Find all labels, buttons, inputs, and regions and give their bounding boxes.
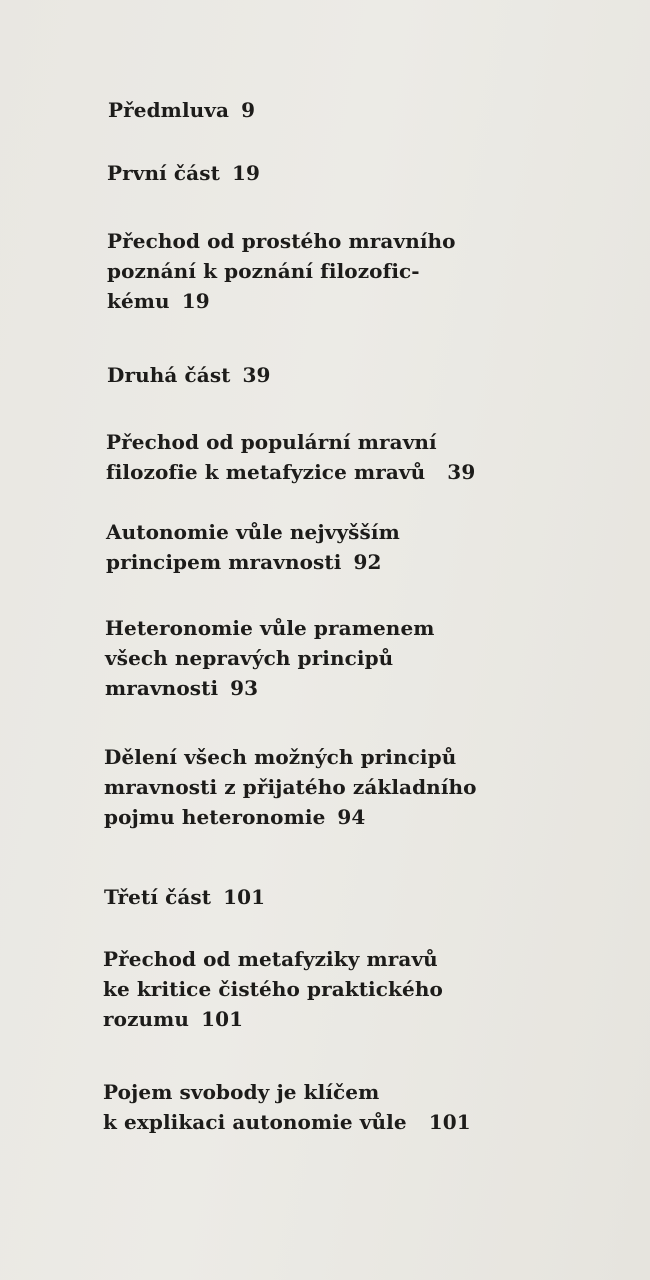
toc-entry-druha-cast: [107, 360, 271, 390]
toc-entry-line: filozofie k metafyzice mravů 39: [106, 460, 476, 484]
toc-entry-line: poznání k poznání filozofic-: [107, 259, 420, 283]
toc-entry-autonomie-vule: [106, 517, 400, 577]
toc-page-number: 93: [230, 676, 259, 700]
toc-entry-line: Heteronomie vůle pramenem: [105, 616, 435, 640]
toc-entry-prvni-cast: [107, 158, 260, 188]
toc-entry-line: principem mravnosti 92: [106, 550, 382, 574]
toc-entry-title: Třetí část 101: [104, 885, 266, 909]
toc-page-number: 9: [241, 98, 256, 122]
toc-entry-prechod-popularni: [106, 427, 475, 487]
toc-entry-line: Přechod od metafyziky mravů: [103, 947, 438, 971]
toc-page-number: 19: [181, 289, 210, 313]
toc-entry-line: Přechod od populární mravní: [106, 430, 437, 454]
toc-entry-heteronomie-vule: [105, 613, 435, 703]
toc-entry-line: všech nepravých principů: [105, 646, 394, 670]
toc-entry-line: ke kritice čistého praktického: [103, 977, 443, 1001]
toc-page-number: 101: [428, 1110, 471, 1134]
toc-entry-line: Přechod od prostého mravního: [107, 229, 456, 253]
toc-entry-line: kému 19: [107, 289, 210, 313]
toc-page-number: 101: [201, 1007, 244, 1031]
toc-entry-line: mravnosti z přijatého základního: [104, 775, 477, 799]
toc-entry-predmluva: [108, 95, 255, 125]
toc-entry-deleni-principu: [104, 742, 477, 832]
toc-entry-line: pojmu heteronomie 94: [104, 805, 366, 829]
toc-page-number: 19: [231, 161, 260, 185]
toc-page-number: 92: [353, 550, 382, 574]
toc-entry-line: mravnosti 93: [105, 676, 259, 700]
toc-entry-line: rozumu 101: [103, 1007, 244, 1031]
toc-page-number: 39: [447, 460, 476, 484]
toc-entry-line: Pojem svobody je klíčem: [103, 1080, 380, 1104]
toc-entry-title: První část 19: [107, 161, 260, 185]
toc-page-number: 101: [223, 885, 266, 909]
toc-entry-title: Druhá část 39: [107, 363, 271, 387]
toc-entry-line: Dělení všech možných principů: [104, 745, 457, 769]
toc-entry-title: Předmluva 9: [108, 98, 256, 122]
toc-entry-pojem-svobody: [103, 1077, 471, 1137]
toc-entry-line: Autonomie vůle nejvyšším: [106, 520, 400, 544]
toc-entry-prechod-mravniho-poznani: [107, 226, 456, 316]
toc-entry-line: k explikaci autonomie vůle 101: [103, 1110, 471, 1134]
toc-entry-prechod-metafyziky: [103, 944, 443, 1034]
toc-entry-treti-cast: [104, 882, 265, 912]
toc-page-number: 39: [242, 363, 271, 387]
toc-page-number: 94: [337, 805, 366, 829]
